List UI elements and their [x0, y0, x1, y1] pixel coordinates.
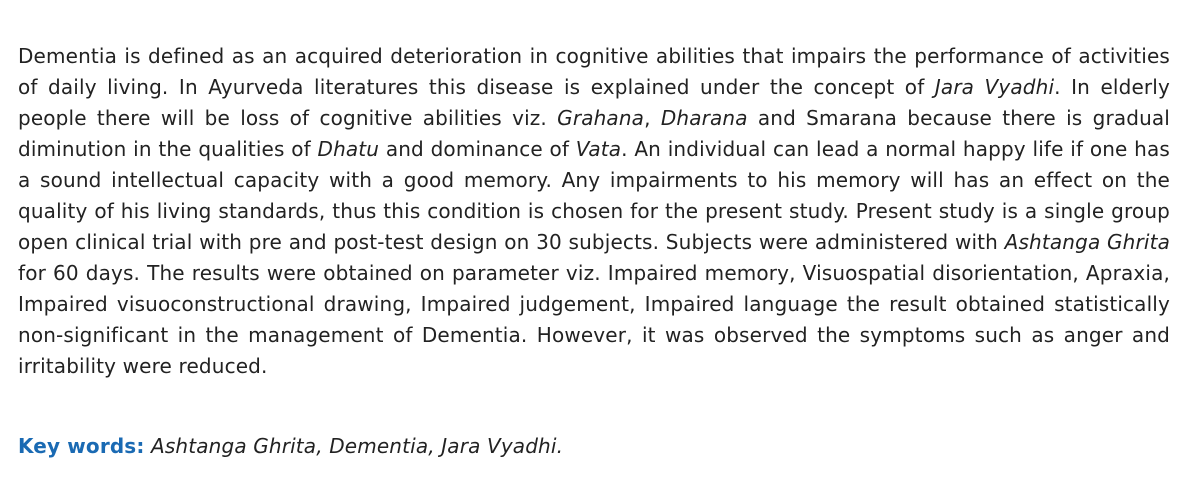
abstract-text: . An individual can lead a normal happy life if one has a sound intellectual capacity with a good memory. Any impairments to his memory will has an effect on the quality of his living standards, thus this condition is chosen for the present study. Present study is a single group open clinical trial with pre and post-test design on 30 subjects. Subjects were administered with: [18, 137, 1170, 254]
abstract-term-dhatu: Dhatu: [317, 137, 380, 161]
keywords-label: Key words:: [18, 434, 145, 458]
abstract-term-dharana: Dharana: [660, 106, 748, 130]
abstract-text: ,: [644, 106, 661, 130]
abstract-text: for 60 days. The results were obtained on parameter viz. Impaired memory, Visuospatial disorientation, Apraxia, Impaired visuoconstructional drawing, Impaired judgement, Impaired language the result obtained statistically non-significant in the management of Dementia. However, it was observed the symptoms such as anger and irritability were reduced.: [18, 261, 1170, 378]
abstract-text: Dementia is defined as an acquired deterioration in cognitive abilities that impairs the performance of activities of daily living. In Ayurveda literatures this disease is explained under the concept of: [18, 44, 1170, 99]
abstract-term-grahana: Grahana: [557, 106, 645, 130]
abstract-term-jara-vyadhi: Jara Vyadhi: [934, 75, 1055, 99]
keywords-list: Ashtanga Ghrita, Dementia, Jara Vyadhi.: [151, 434, 564, 458]
abstract-term-vata: Vata: [575, 137, 622, 161]
abstract-term-ashtanga-ghrita: Ashtanga Ghrita: [1004, 230, 1170, 254]
abstract-text: and dominance of: [379, 137, 576, 161]
keywords-line: [18, 431, 563, 462]
abstract-text: . In elderly people there will be loss of cognitive abilities viz.: [18, 75, 1170, 130]
abstract-text: and Smarana because there is gradual diminution in the qualities of: [18, 106, 1171, 161]
abstract-paragraph: [18, 41, 1170, 382]
